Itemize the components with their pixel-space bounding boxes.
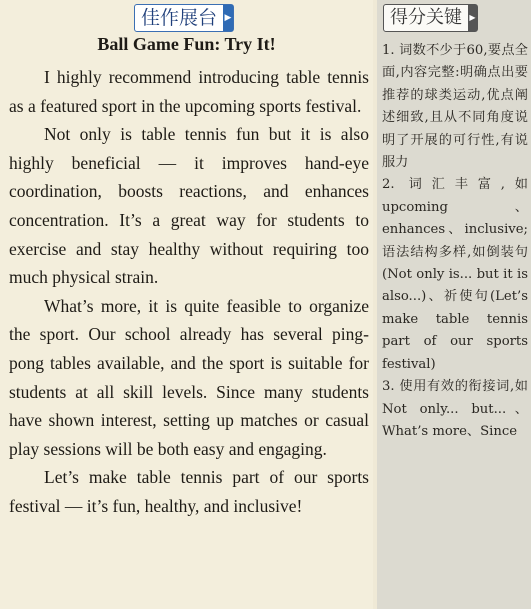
scoring-key-tab [383,4,478,32]
scoring-points [382,40,528,443]
scoring-key-label: 得分关键 [390,7,462,28]
essay-showcase-tab [134,4,234,32]
triangle-marker-icon: ▶ [468,5,477,31]
essay-showcase-label: 佳作展台 [141,7,218,29]
scoring-key-column [377,0,531,609]
essay-paragraph: Let’s make table tennis part of our sports festival — it’s fun, healthy, and inclusive! [9,467,369,516]
essay-paragraph: What’s more, it is quite feasible to organize the sport. Our school already has several ping-pong tables available, and the sport is suitable for students at all skill levels. Since many students have shown interest, setting up matches or casual play sessions will be both easy and engaging. [9,295,369,459]
triangle-marker-icon: ▶ [223,5,233,31]
essay-title: Ball Game Fun: Try It! [97,34,276,54]
essay-paragraph: Not only is table tennis fun but it is also highly beneficial — it improves hand-eye coordination, boosts reactions, and enhances concentration. It’s a great way for students to exercise and stay healthy without requiring too much physical strain. [9,124,369,288]
scoring-point: 1. 词数不少于60,要点全面,内容完整:明确点出要推荐的球类运动,优点阐述细致,且从不同角度说明了开展的可行性,有说服力 [382,43,528,171]
scoring-point: 2. 词汇丰富,如upcoming、enhances、inclusive;语法结构多样,如倒装句(Not only is... but it is also...)、祈使句(Let’s make table tennis part of our sports festival) [382,177,528,372]
essay-paragraph: I highly recommend introducing table tennis as a featured sport in the upcoming sports festival. [9,67,369,116]
scoring-point: 3. 使用有效的衔接词,如Not only... but...、What’s more、Since [382,379,528,439]
essay-body [9,63,369,521]
